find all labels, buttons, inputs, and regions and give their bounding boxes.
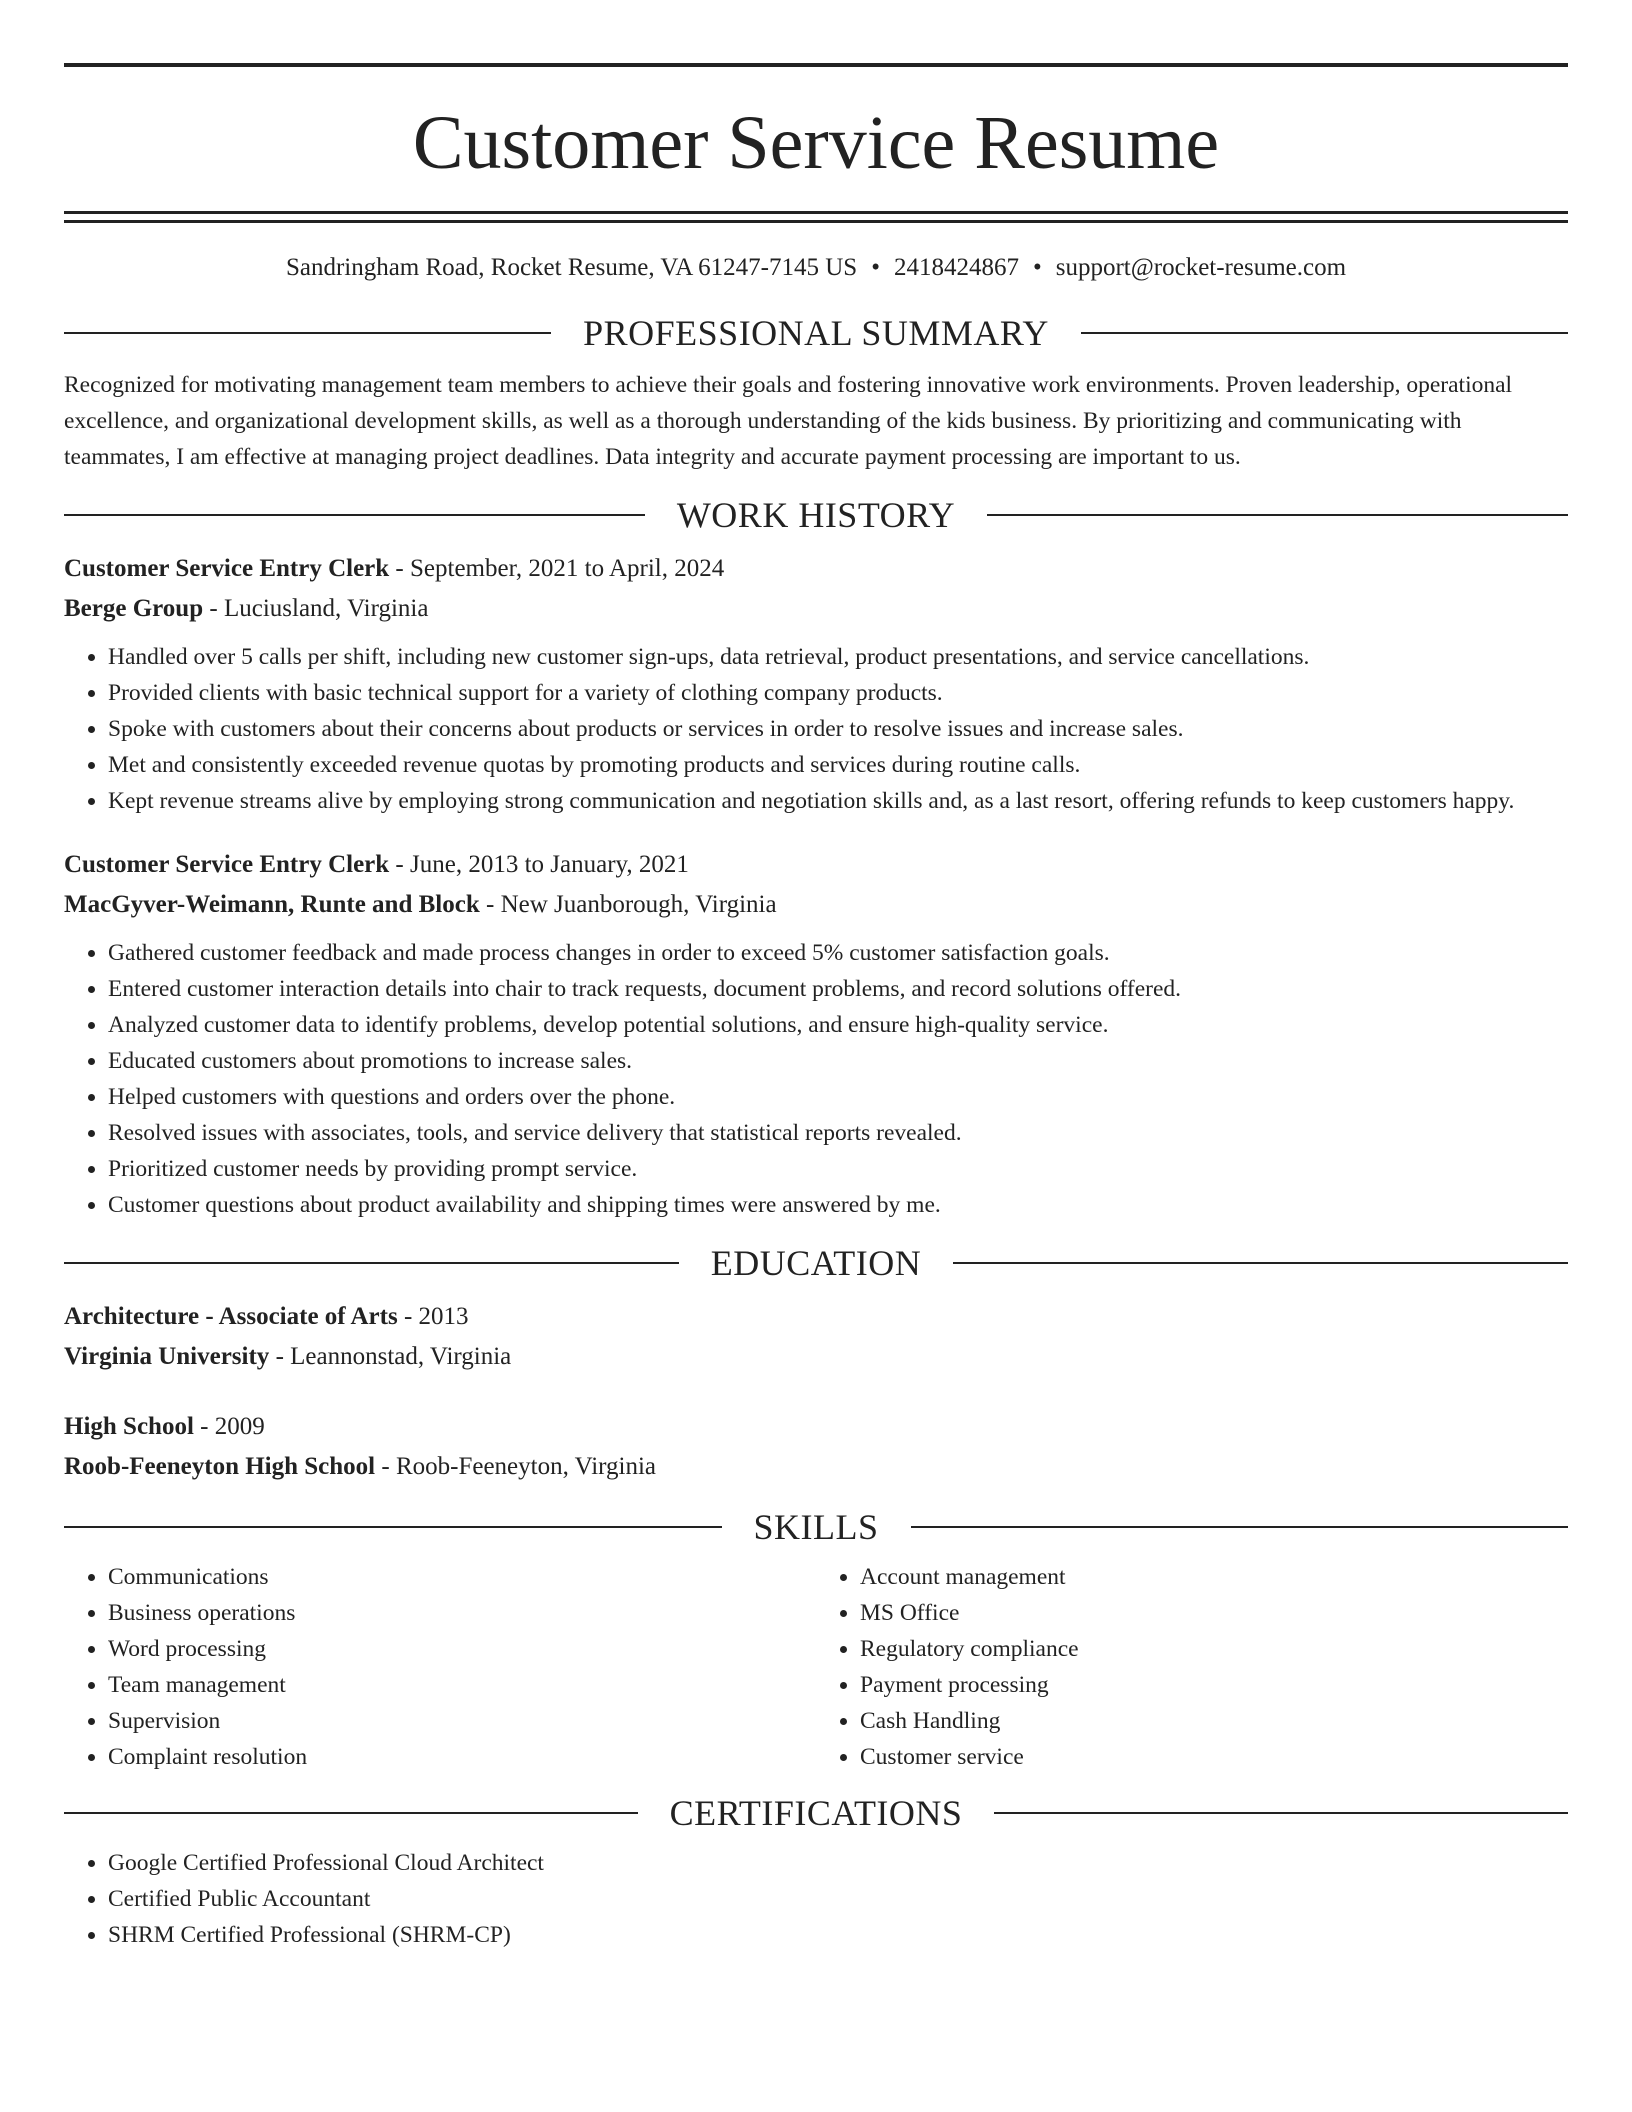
list-item: • Handled over 5 calls per shift, including new customer sign-ups, data retrieval, product presentations, and service cancellations. [108, 639, 1568, 675]
section-title: EDUCATION [710, 1243, 922, 1283]
contact-separator: • [1032, 254, 1042, 281]
list-item: • Provided clients with basic technical support for a variety of clothing company products. [108, 675, 1568, 711]
list-item: • SHRM Certified Professional (SHRM-CP) [108, 1917, 1568, 1953]
section-title: CERTIFICATIONS [669, 1793, 963, 1833]
list-item: • Communications [108, 1559, 816, 1595]
section-rule [64, 514, 645, 516]
list-item: • Met and consistently exceeded revenue quotas by promoting products and services during routine calls. [108, 747, 1568, 783]
list-item: • Supervision [108, 1703, 816, 1739]
education-school-line [64, 1337, 1568, 1377]
list-item: • Complaint resolution [108, 1739, 816, 1775]
skills-column-right [816, 1559, 1568, 1775]
job-location: - Luciusland, Virginia [203, 595, 429, 622]
list-item: • Google Certified Professional Cloud Architect [108, 1845, 1568, 1881]
job-company-line [64, 589, 1568, 629]
job-company: MacGyver-Weimann, Runte and Block [64, 891, 480, 918]
contact-address: Sandringham Road, Rocket Resume, VA 61247-7145 US [285, 254, 858, 281]
education-year: - 2009 [193, 1413, 265, 1440]
education-degree-line [64, 1407, 1568, 1447]
section-rule [994, 1812, 1568, 1814]
section-header-work [64, 497, 1568, 533]
contact-phone: 2418424867 [893, 254, 1019, 281]
list-item: • Account management [860, 1559, 1568, 1595]
job-title: Customer Service Entry Clerk [64, 851, 390, 878]
section-rule [64, 332, 551, 334]
section-rule [64, 1526, 722, 1528]
skills-column-left [64, 1559, 816, 1775]
education-school: Virginia University [64, 1343, 270, 1370]
top-rule [64, 63, 1568, 67]
education-location: - Roob-Feeneyton, Virginia [375, 1453, 656, 1480]
section-header-certifications [64, 1795, 1568, 1831]
list-item: • Spoke with customers about their concerns about products or services in order to resolve issues and increase sales. [108, 711, 1568, 747]
list-item: • Prioritized customer needs by providing prompt service. [108, 1151, 1568, 1187]
section-header-summary [64, 315, 1568, 351]
job-bullets [64, 935, 1568, 1223]
job-entry [64, 549, 1568, 819]
education-entry [64, 1407, 1568, 1487]
list-item: • Entered customer interaction details into chair to track requests, document problems, and record solutions offered. [108, 971, 1568, 1007]
section-rule [64, 1262, 679, 1264]
list-item: • Word processing [108, 1631, 816, 1667]
section-rule [911, 1526, 1569, 1528]
job-dates: - June, 2013 to January, 2021 [389, 851, 689, 878]
certifications-list [64, 1845, 1568, 1953]
list-item: • Kept revenue streams alive by employing strong communication and negotiation skills and, as a last resort, offering refunds to keep customers happy. [108, 783, 1568, 819]
contact-line [64, 253, 1568, 283]
education-degree: Architecture - Associate of Arts [64, 1303, 398, 1330]
education-degree-line [64, 1297, 1568, 1337]
section-title: PROFESSIONAL SUMMARY [583, 313, 1049, 353]
section-rule [64, 1812, 638, 1814]
list-item: • Team management [108, 1667, 816, 1703]
contact-email[interactable]: support@rocket-resume.com [1055, 254, 1347, 281]
list-item: • Payment processing [860, 1667, 1568, 1703]
education-entry [64, 1297, 1568, 1377]
list-item: • Customer questions about product availability and shipping times were answered by me. [108, 1187, 1568, 1223]
contact-separator: • [871, 254, 880, 281]
job-company: Berge Group [64, 595, 204, 622]
job-company-line [64, 885, 1568, 925]
section-header-education [64, 1245, 1568, 1281]
list-item: • Customer service [860, 1739, 1568, 1775]
education-degree: High School [64, 1413, 194, 1440]
job-entry [64, 845, 1568, 1223]
job-dates: - September, 2021 to April, 2024 [389, 555, 725, 582]
list-item: • Cash Handling [860, 1703, 1568, 1739]
resume-title: Customer Service Resume [412, 101, 1220, 185]
summary-text: Recognized for motivating management team members to achieve their goals and fostering innovative work environments. Proven leadership, operational excellence, and organizational development skills, as well as a thorough understanding of the kids business. By prioritizing and communicating with teammates, I am effective at managing project deadlines. Data integrity and accurate payment processing are important to us. [64, 372, 1513, 470]
education-school-line [64, 1447, 1568, 1487]
list-item: • Helped customers with questions and orders over the phone. [108, 1079, 1568, 1115]
list-item: • Certified Public Accountant [108, 1881, 1568, 1917]
job-title-line [64, 845, 1568, 885]
section-header-skills [64, 1509, 1568, 1545]
section-rule [953, 1262, 1568, 1264]
job-location: - New Juanborough, Virginia [479, 891, 777, 918]
list-item: • Educated customers about promotions to increase sales. [108, 1043, 1568, 1079]
job-bullets [64, 639, 1568, 819]
list-item: • Business operations [108, 1595, 816, 1631]
job-title-line [64, 549, 1568, 589]
list-item: • Regulatory compliance [860, 1631, 1568, 1667]
skills-grid [64, 1559, 1568, 1775]
list-item: • Gathered customer feedback and made process changes in order to exceed 5% customer satisfaction goals. [108, 935, 1568, 971]
section-title: SKILLS [753, 1507, 879, 1547]
section-rule [1081, 332, 1568, 334]
section-title: WORK HISTORY [676, 495, 956, 535]
list-item: • Analyzed customer data to identify problems, develop potential solutions, and ensure high-quality service. [108, 1007, 1568, 1043]
title-double-rule [64, 211, 1568, 223]
education-location: - Leannonstad, Virginia [269, 1343, 512, 1370]
certifications-bullets [64, 1845, 1568, 1953]
list-item: • Resolved issues with associates, tools, and service delivery that statistical reports revealed. [108, 1115, 1568, 1151]
education-school: Roob-Feeneyton High School [64, 1453, 376, 1480]
education-year: - 2013 [397, 1303, 469, 1330]
section-rule [987, 514, 1568, 516]
job-title: Customer Service Entry Clerk [64, 555, 390, 582]
list-item: • MS Office [860, 1595, 1568, 1631]
